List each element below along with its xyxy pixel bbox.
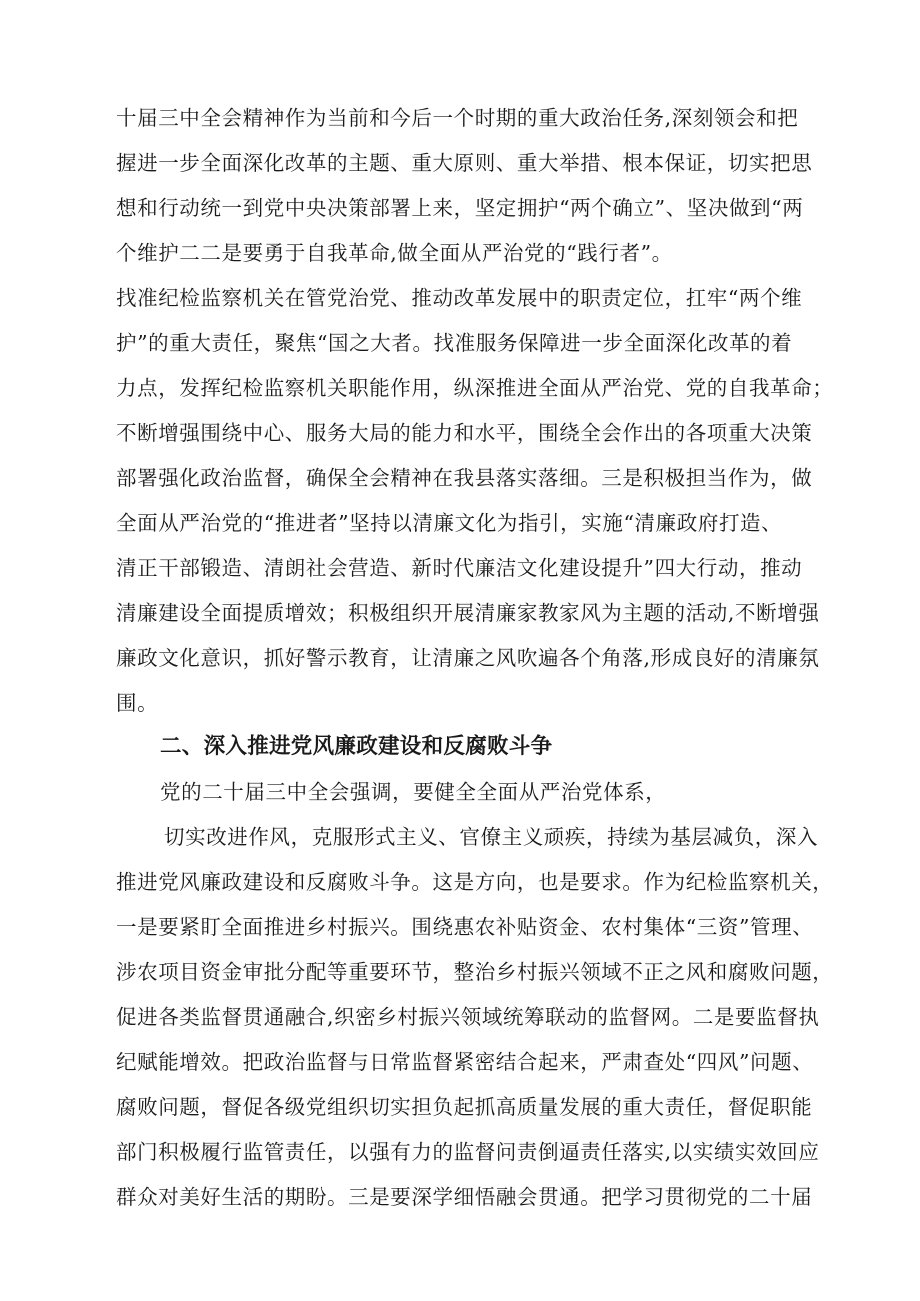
paragraph-line: 护”的重大责任，聚焦“国之大者。找准服务保障进一步全面深化改革的着 <box>116 331 793 355</box>
paragraph-line: 力点，发挥纪检监察机关职能作用，纵深推进全面从严治党、党的自我革命； <box>116 376 834 400</box>
paragraph-line: 不断增强围绕中心、服务大局的能力和水平，围绕全会作出的各项重大决策 <box>116 421 813 445</box>
paragraph-line: 想和行动统一到党中央决策部署上来，坚定拥护“两个确立”、坚决做到“两 <box>116 196 804 220</box>
paragraph-line: 群众对美好生活的期盼。三是要深学细悟融会贯通。把学习贯彻党的二十届 <box>116 1185 813 1209</box>
paragraph-line: 廉政文化意识，抓好警示教育，让清廉之风吹遍各个角落,形成良好的清廉氛 <box>116 646 820 670</box>
paragraph-line: 找准纪检监察机关在管党治党、推动改革发展中的职责定位，扛牢“两个维 <box>116 286 803 310</box>
section-heading: 二、深入推进党风廉政建设和反腐败斗争 <box>160 734 553 759</box>
paragraph-line: 个维护二二是要勇于自我革命,做全面从严治党的“践行者”。 <box>116 241 673 265</box>
paragraph-line: 促进各类监督贯通融合,织密乡村振兴领域统筹联动的监督网。二是要监督执 <box>116 1005 820 1029</box>
paragraph-line: 一是要紧盯全面推进乡村振兴。围绕惠农补贴资金、农村集体“三资”管理、 <box>116 915 814 939</box>
paragraph-line: 部门积极履行监管责任，以强有力的监督问责倒逼责任落实,以实绩实效回应 <box>116 1140 820 1164</box>
paragraph-line: 党的二十届三中全会强调，要健全全面从严治党体系， <box>160 780 667 804</box>
paragraph-line: 部署强化政治监督，确保全会精神在我县落实落细。三是积极担当作为，做 <box>116 466 813 490</box>
paragraph-line: 清廉建设全面提质增效；积极组织开展清廉家教家风为主题的活动,不断增强 <box>116 601 820 625</box>
paragraph-line: 清正干部锻造、清朗社会营造、新时代廉洁文化建设提升”四大行动，推动 <box>116 556 803 580</box>
paragraph-line: 十届三中全会精神作为当前和今后一个时期的重大政治任务,深刻领会和把 <box>116 106 799 130</box>
paragraph-line: 切实改进作风，克服形式主义、官僚主义顽疾，持续为基层减负，深入 <box>164 825 819 849</box>
paragraph-line: 握进一步全面深化改革的主题、重大原则、重大举措、根本保证，切实把思 <box>116 151 813 175</box>
paragraph-line: 全面从严治党的“推进者”坚持以清廉文化为指引，实施“清廉政府打造、 <box>116 511 783 535</box>
paragraph-line: 纪赋能增效。把政治监督与日常监督紧密结合起来，严肃查处“四风”问题、 <box>116 1050 814 1074</box>
paragraph-line: 腐败问题，督促各级党组织切实担负起抓高质量发展的重大责任，督促职能 <box>116 1095 813 1119</box>
paragraph-line: 涉农项目资金审批分配等重要环节，整治乡村振兴领域不正之风和腐败问题， <box>116 960 834 984</box>
paragraph-line: 推进党风廉政建设和反腐败斗争。这是方向，也是要求。作为纪检监察机关， <box>116 870 834 894</box>
paragraph-line: 围。 <box>116 691 159 715</box>
